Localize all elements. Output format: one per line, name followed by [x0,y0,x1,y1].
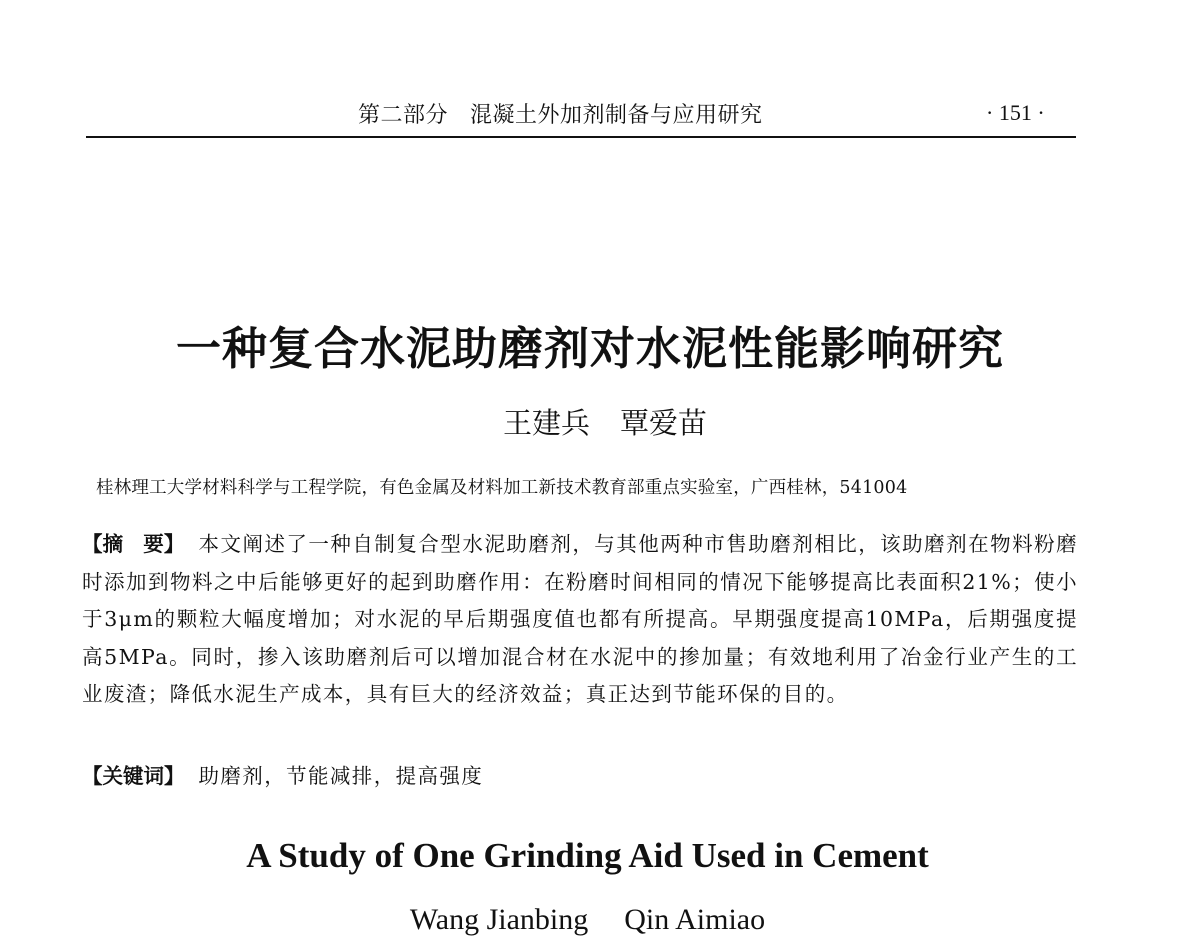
header-rule [86,136,1076,138]
paper-title-cn: 一种复合水泥助磨剂对水泥性能影响研究 [175,322,1004,375]
author-en: Qin Aimiao [624,903,766,936]
keywords-label: 【关键词】 [82,764,185,788]
author-en: Wang Jianbing [409,903,589,936]
abstract-label: 【摘 要】 [82,532,185,556]
authors-cn [0,401,1200,442]
abstract-label-part: 要 [143,532,164,556]
paper-title-en: A Study of One Grinding Aid Used in Cement [246,836,929,875]
keywords-label-text: 关键词 [102,764,164,788]
authors-en [0,903,1200,937]
keywords [82,759,483,789]
abstract [82,526,1078,714]
abstract-label-part: 摘 [102,532,124,556]
affiliation: 桂林理工大学材料科学与工程学院，有色金属及材料加工新技术教育部重点实验室，广西桂林，541004 [96,478,908,498]
keywords-text: 助磨剂，节能减排，提高强度 [198,764,484,788]
page-number: · 151 · [986,100,1045,125]
running-title [358,98,763,129]
section-title: 混凝土外加剂制备与应用研究 [470,103,763,128]
running-head [0,98,1200,138]
author-cn: 王建兵 [502,406,590,440]
section-label: 第二部分 [358,103,449,128]
author-cn: 覃爱苗 [620,406,708,440]
abstract-text: 本文阐述了一种自制复合型水泥助磨剂，与其他两种市售助磨剂相比，该助磨剂在物料粉磨时添加到物料之中后能够更好的起到助磨作用：在粉磨时间相同的情况下能够提高比表面积21%；使小于3μm的颗粒大幅度增加；对水泥的早后期强度值也都有所提高。早期强度提高10MPa，后期强度提高5MPa。同时，掺入该助磨剂后可以增加混合材在水泥中的掺加量；有效地利用了冶金行业产生的工业废渣；降低水泥生产成本，具有巨大的经济效益；真正达到节能环保的目的。 [82,532,1079,706]
